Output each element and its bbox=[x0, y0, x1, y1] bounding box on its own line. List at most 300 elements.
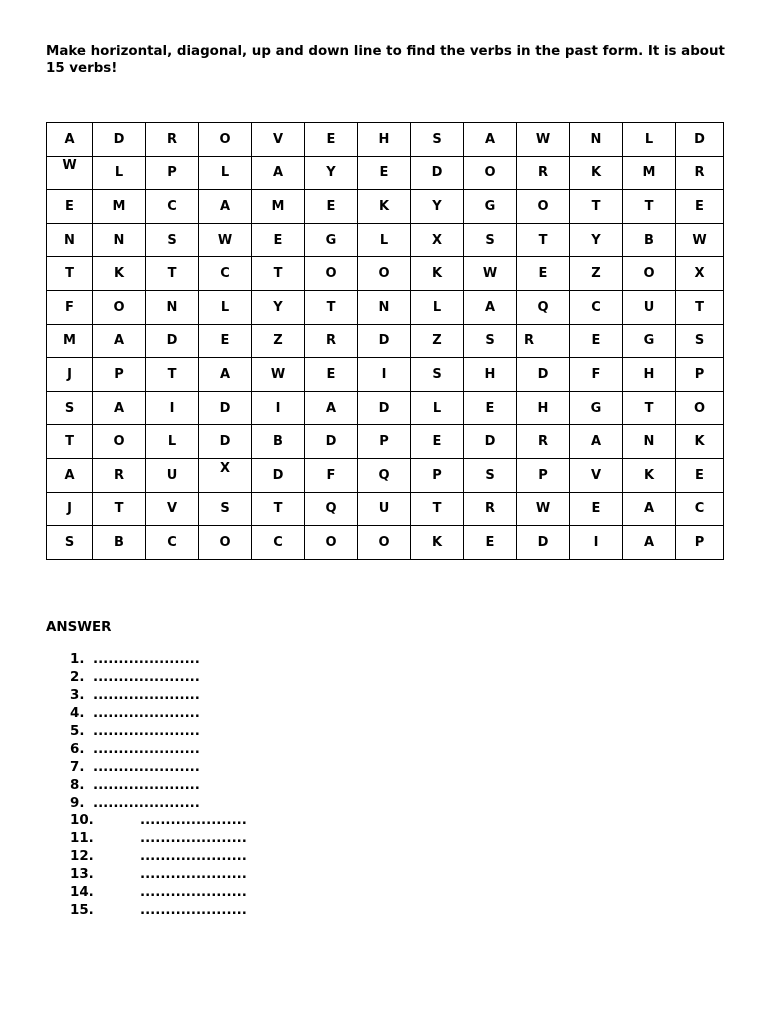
grid-letter: A bbox=[219, 366, 231, 382]
grid-cell bbox=[517, 223, 570, 257]
grid-letter: D bbox=[378, 333, 390, 349]
grid-cell bbox=[199, 425, 252, 459]
grid-letter: L bbox=[114, 165, 124, 181]
grid-row bbox=[47, 492, 724, 526]
grid-letter: E bbox=[326, 131, 336, 147]
grid-cell bbox=[464, 123, 517, 157]
answer-blank[interactable]: ..................... bbox=[93, 669, 200, 685]
grid-cell bbox=[411, 156, 464, 190]
grid-letter: W bbox=[270, 366, 286, 382]
grid-letter: O bbox=[325, 534, 337, 550]
grid-cell bbox=[517, 391, 570, 425]
grid-cell bbox=[252, 458, 305, 492]
grid-cell bbox=[305, 324, 358, 358]
grid-letter: U bbox=[166, 467, 178, 483]
grid-letter: E bbox=[220, 333, 230, 349]
grid-letter: S bbox=[694, 333, 705, 349]
grid-letter: K bbox=[431, 266, 443, 282]
grid-letter: E bbox=[432, 434, 442, 450]
grid-cell bbox=[93, 458, 146, 492]
grid-cell bbox=[305, 257, 358, 291]
grid-cell bbox=[411, 257, 464, 291]
grid-cell bbox=[623, 324, 676, 358]
grid-letter: O bbox=[113, 299, 125, 315]
answer-blank[interactable]: ..................... bbox=[93, 705, 200, 721]
grid-letter: R bbox=[523, 333, 534, 349]
grid-letter: H bbox=[378, 131, 390, 147]
grid-letter: C bbox=[694, 501, 705, 517]
grid-cell bbox=[517, 123, 570, 157]
answer-number: 4. bbox=[70, 705, 85, 721]
answer-number: 1. bbox=[70, 652, 85, 667]
grid-letter: J bbox=[67, 501, 72, 517]
grid-letter: L bbox=[644, 131, 654, 147]
grid-cell bbox=[146, 223, 199, 257]
grid-cell bbox=[623, 458, 676, 492]
grid-letter: P bbox=[114, 366, 124, 382]
grid-cell bbox=[146, 123, 199, 157]
grid-letter: G bbox=[643, 333, 655, 349]
grid-cell bbox=[93, 526, 146, 560]
answer-number: 9. bbox=[70, 795, 85, 811]
grid-letter: X bbox=[694, 266, 705, 282]
grid-letter: T bbox=[695, 299, 704, 315]
grid-letter: A bbox=[219, 198, 231, 214]
grid-cell bbox=[570, 123, 623, 157]
grid-cell bbox=[464, 257, 517, 291]
grid-cell bbox=[47, 123, 93, 157]
grid-cell bbox=[252, 290, 305, 324]
grid-cell bbox=[146, 458, 199, 492]
grid-cell bbox=[676, 156, 724, 190]
grid-cell bbox=[146, 156, 199, 190]
grid-cell bbox=[570, 492, 623, 526]
grid-letter: S bbox=[64, 400, 75, 416]
grid-letter: N bbox=[166, 299, 178, 315]
grid-cell bbox=[199, 526, 252, 560]
grid-cell bbox=[411, 425, 464, 459]
grid-cell bbox=[676, 257, 724, 291]
grid-cell bbox=[47, 223, 93, 257]
grid-letter: K bbox=[378, 198, 390, 214]
grid-cell bbox=[199, 290, 252, 324]
grid-letter: A bbox=[643, 534, 655, 550]
grid-letter: N bbox=[113, 232, 125, 248]
answer-blank[interactable]: ..................... bbox=[140, 885, 247, 901]
grid-cell bbox=[199, 391, 252, 425]
grid-cell bbox=[411, 492, 464, 526]
grid-letter: A bbox=[484, 131, 496, 147]
grid-letter: E bbox=[591, 501, 601, 517]
answer-line bbox=[70, 723, 247, 741]
grid-cell bbox=[517, 190, 570, 224]
answer-list bbox=[70, 651, 247, 920]
answer-line bbox=[70, 687, 247, 705]
grid-letter: Z bbox=[591, 266, 601, 282]
answer-line bbox=[70, 812, 247, 830]
grid-cell bbox=[358, 223, 411, 257]
grid-letter: A bbox=[113, 333, 125, 349]
grid-letter: S bbox=[432, 366, 442, 382]
grid-letter: E bbox=[379, 165, 389, 181]
grid-letter: T bbox=[432, 501, 442, 517]
grid-cell bbox=[623, 257, 676, 291]
grid-letter: T bbox=[591, 198, 601, 214]
grid-letter: D bbox=[378, 400, 390, 416]
grid-cell bbox=[199, 190, 252, 224]
grid-row bbox=[47, 156, 724, 190]
grid-letter: Q bbox=[537, 299, 549, 315]
grid-cell bbox=[676, 324, 724, 358]
grid-letter: G bbox=[484, 198, 496, 214]
grid-cell bbox=[252, 156, 305, 190]
grid-cell bbox=[146, 526, 199, 560]
grid-cell bbox=[464, 425, 517, 459]
grid-letter: J bbox=[67, 366, 72, 382]
grid-letter: M bbox=[642, 165, 656, 181]
grid-letter: S bbox=[220, 501, 230, 517]
grid-letter: A bbox=[64, 131, 75, 147]
answer-number: 14. bbox=[70, 885, 94, 901]
grid-cell bbox=[676, 458, 724, 492]
grid-letter: D bbox=[219, 434, 231, 450]
grid-letter: H bbox=[484, 366, 496, 382]
grid-letter: P bbox=[694, 534, 705, 550]
grid-letter: D bbox=[219, 400, 231, 416]
grid-letter: I bbox=[275, 400, 281, 416]
instruction-text: Make horizontal, diagonal, up and down line to find the verbs in the past form. It is about 15 verbs! bbox=[46, 44, 725, 76]
answer-line bbox=[70, 884, 247, 902]
grid-cell bbox=[358, 190, 411, 224]
grid-letter: I bbox=[593, 534, 599, 550]
grid-letter: Y bbox=[273, 299, 283, 315]
grid-letter: A bbox=[590, 434, 602, 450]
grid-cell bbox=[517, 324, 570, 358]
grid-cell bbox=[623, 123, 676, 157]
grid-cell bbox=[305, 492, 358, 526]
grid-cell bbox=[464, 223, 517, 257]
grid-cell bbox=[93, 358, 146, 392]
answer-blank[interactable]: ..................... bbox=[93, 777, 200, 793]
answer-blank[interactable]: ..................... bbox=[93, 741, 200, 757]
answer-line bbox=[70, 830, 247, 848]
grid-cell bbox=[570, 257, 623, 291]
answer-blank[interactable]: ..................... bbox=[93, 687, 200, 703]
grid-letter: U bbox=[378, 501, 390, 517]
grid-letter: E bbox=[65, 198, 74, 214]
grid-letter: G bbox=[325, 232, 337, 248]
grid-letter: T bbox=[644, 198, 654, 214]
grid-letter: N bbox=[643, 434, 655, 450]
answer-blank[interactable]: ..................... bbox=[140, 849, 247, 865]
grid-cell bbox=[358, 290, 411, 324]
grid-cell bbox=[570, 190, 623, 224]
grid-letter: O bbox=[537, 198, 549, 214]
grid-cell bbox=[199, 156, 252, 190]
word-search-grid bbox=[46, 122, 724, 560]
grid-letter: S bbox=[64, 534, 75, 550]
grid-row bbox=[47, 358, 724, 392]
grid-letter: Z bbox=[273, 333, 283, 349]
grid-letter: T bbox=[65, 434, 74, 450]
grid-letter: R bbox=[484, 501, 495, 517]
grid-letter: E bbox=[326, 366, 336, 382]
grid-cell bbox=[93, 391, 146, 425]
grid-cell bbox=[146, 358, 199, 392]
grid-cell bbox=[146, 290, 199, 324]
grid-letter: B bbox=[273, 434, 283, 450]
grid-cell bbox=[676, 223, 724, 257]
grid-cell bbox=[464, 458, 517, 492]
grid-cell bbox=[47, 526, 93, 560]
grid-letter: S bbox=[485, 467, 495, 483]
grid-cell bbox=[676, 492, 724, 526]
grid-letter: V bbox=[166, 501, 178, 517]
grid-cell bbox=[464, 526, 517, 560]
grid-cell bbox=[411, 391, 464, 425]
grid-letter: U bbox=[643, 299, 655, 315]
answer-number: 6. bbox=[70, 741, 85, 757]
grid-cell bbox=[199, 123, 252, 157]
grid-cell bbox=[252, 324, 305, 358]
grid-cell bbox=[676, 358, 724, 392]
answer-line bbox=[70, 777, 247, 795]
grid-cell bbox=[305, 391, 358, 425]
grid-letter: A bbox=[643, 501, 655, 517]
grid-cell bbox=[358, 458, 411, 492]
grid-cell bbox=[623, 425, 676, 459]
answer-blank[interactable]: ..................... bbox=[93, 723, 200, 739]
grid-cell bbox=[93, 156, 146, 190]
grid-letter: E bbox=[695, 198, 704, 214]
grid-cell bbox=[358, 324, 411, 358]
grid-cell bbox=[676, 425, 724, 459]
grid-letter: A bbox=[272, 165, 284, 181]
answer-blank[interactable]: ..................... bbox=[140, 813, 247, 829]
grid-cell bbox=[676, 290, 724, 324]
grid-cell bbox=[517, 425, 570, 459]
grid-letter: O bbox=[113, 434, 125, 450]
grid-letter: T bbox=[167, 266, 177, 282]
grid-cell bbox=[464, 290, 517, 324]
grid-letter: T bbox=[167, 366, 177, 382]
grid-letter: S bbox=[485, 232, 495, 248]
grid-cell bbox=[676, 526, 724, 560]
grid-cell bbox=[570, 156, 623, 190]
grid-letter: A bbox=[325, 400, 337, 416]
answer-line bbox=[70, 795, 247, 813]
answer-line bbox=[70, 651, 247, 669]
grid-row bbox=[47, 190, 724, 224]
grid-cell bbox=[199, 458, 252, 492]
grid-letter: P bbox=[694, 366, 705, 382]
grid-letter: R bbox=[166, 131, 177, 147]
grid-letter: L bbox=[220, 299, 230, 315]
grid-letter: S bbox=[485, 333, 495, 349]
grid-cell bbox=[411, 123, 464, 157]
grid-cell bbox=[146, 492, 199, 526]
grid-letter: M bbox=[63, 333, 76, 349]
grid-cell bbox=[517, 358, 570, 392]
answer-heading: ANSWER bbox=[46, 620, 112, 635]
grid-cell bbox=[93, 492, 146, 526]
grid-letter: S bbox=[167, 232, 177, 248]
grid-cell bbox=[464, 492, 517, 526]
answer-line bbox=[70, 741, 247, 759]
grid-letter: P bbox=[167, 165, 177, 181]
answer-number: 3. bbox=[70, 687, 85, 703]
grid-cell bbox=[305, 156, 358, 190]
grid-letter: O bbox=[325, 266, 337, 282]
grid-letter: D bbox=[113, 131, 125, 147]
grid-cell bbox=[47, 425, 93, 459]
grid-cell bbox=[676, 123, 724, 157]
answer-number: 8. bbox=[70, 777, 85, 793]
grid-letter: O bbox=[219, 131, 231, 147]
grid-cell bbox=[570, 324, 623, 358]
grid-row bbox=[47, 223, 724, 257]
grid-cell bbox=[199, 324, 252, 358]
grid-cell bbox=[464, 190, 517, 224]
grid-cell bbox=[358, 492, 411, 526]
grid-letter: E bbox=[485, 400, 495, 416]
answer-line bbox=[70, 705, 247, 723]
answer-line bbox=[70, 902, 247, 920]
answer-blank[interactable]: ..................... bbox=[93, 652, 200, 667]
grid-cell bbox=[199, 492, 252, 526]
grid-cell bbox=[47, 492, 93, 526]
answer-number: 2. bbox=[70, 669, 85, 685]
grid-cell bbox=[411, 358, 464, 392]
grid-letter: E bbox=[485, 534, 495, 550]
grid-cell bbox=[358, 358, 411, 392]
grid-letter: K bbox=[113, 266, 125, 282]
grid-cell bbox=[676, 391, 724, 425]
grid-letter: F bbox=[326, 467, 336, 483]
grid-letter: Y bbox=[591, 232, 601, 248]
grid-letter: D bbox=[537, 366, 549, 382]
grid-cell bbox=[93, 425, 146, 459]
answer-number: 15. bbox=[70, 903, 94, 919]
grid-cell bbox=[623, 223, 676, 257]
grid-letter: G bbox=[590, 400, 602, 416]
grid-cell bbox=[305, 190, 358, 224]
grid-cell bbox=[411, 190, 464, 224]
grid-letter: T bbox=[326, 299, 336, 315]
grid-cell bbox=[464, 358, 517, 392]
grid-letter: R bbox=[325, 333, 336, 349]
grid-cell bbox=[47, 290, 93, 324]
grid-letter: T bbox=[273, 266, 283, 282]
grid-letter: B bbox=[644, 232, 654, 248]
grid-letter: N bbox=[64, 232, 75, 248]
grid-cell bbox=[358, 391, 411, 425]
grid-letter: D bbox=[272, 467, 284, 483]
grid-letter: L bbox=[432, 400, 442, 416]
grid-letter: D bbox=[537, 534, 549, 550]
grid-letter: W bbox=[217, 232, 233, 248]
grid-cell bbox=[305, 458, 358, 492]
grid-letter: D bbox=[694, 131, 705, 147]
grid-letter: T bbox=[65, 266, 74, 282]
grid-letter: R bbox=[537, 165, 548, 181]
grid-row bbox=[47, 526, 724, 560]
grid-cell bbox=[517, 156, 570, 190]
grid-cell bbox=[93, 324, 146, 358]
answer-blank[interactable]: ..................... bbox=[140, 831, 247, 847]
answer-number: 5. bbox=[70, 723, 85, 739]
grid-row bbox=[47, 257, 724, 291]
grid-cell bbox=[47, 190, 93, 224]
grid-cell bbox=[517, 290, 570, 324]
grid-cell bbox=[570, 391, 623, 425]
grid-letter: T bbox=[114, 501, 124, 517]
grid-letter: C bbox=[220, 266, 230, 282]
grid-cell bbox=[623, 358, 676, 392]
grid-row bbox=[47, 458, 724, 492]
grid-cell bbox=[47, 358, 93, 392]
grid-letter: M bbox=[112, 198, 126, 214]
grid-letter: W bbox=[535, 501, 551, 517]
grid-letter: N bbox=[590, 131, 602, 147]
grid-cell bbox=[570, 425, 623, 459]
grid-letter: O bbox=[643, 266, 655, 282]
grid-letter: I bbox=[381, 366, 387, 382]
grid-cell bbox=[517, 526, 570, 560]
grid-letter: Q bbox=[325, 501, 337, 517]
grid-letter: W bbox=[482, 266, 498, 282]
grid-cell bbox=[252, 391, 305, 425]
grid-letter: O bbox=[219, 534, 231, 550]
grid-cell bbox=[358, 425, 411, 459]
answer-blank[interactable]: ..................... bbox=[140, 867, 247, 883]
grid-letter: L bbox=[220, 165, 230, 181]
grid-cell bbox=[358, 257, 411, 291]
grid-letter: B bbox=[114, 534, 124, 550]
grid-cell bbox=[93, 223, 146, 257]
grid-cell bbox=[199, 358, 252, 392]
answer-number: 12. bbox=[70, 849, 94, 865]
grid-cell bbox=[252, 492, 305, 526]
grid-row bbox=[47, 123, 724, 157]
grid-cell bbox=[411, 290, 464, 324]
grid-letter: O bbox=[484, 165, 496, 181]
grid-letter: I bbox=[169, 400, 175, 416]
answer-blank[interactable]: ..................... bbox=[93, 759, 200, 775]
grid-cell bbox=[252, 190, 305, 224]
answer-blank[interactable]: ..................... bbox=[140, 903, 247, 919]
grid-cell bbox=[146, 190, 199, 224]
grid-cell bbox=[93, 123, 146, 157]
grid-letter: K bbox=[643, 467, 655, 483]
answer-blank[interactable]: ..................... bbox=[93, 795, 200, 811]
grid-cell bbox=[252, 425, 305, 459]
grid-cell bbox=[464, 391, 517, 425]
grid-cell bbox=[146, 324, 199, 358]
grid-letter: P bbox=[379, 434, 389, 450]
grid-letter: W bbox=[62, 158, 77, 174]
grid-letter: N bbox=[378, 299, 390, 315]
grid-letter: L bbox=[167, 434, 177, 450]
grid-letter: Y bbox=[326, 165, 336, 181]
grid-letter: T bbox=[538, 232, 548, 248]
grid-cell bbox=[464, 324, 517, 358]
grid-letter: Q bbox=[378, 467, 390, 483]
grid-letter: M bbox=[271, 198, 285, 214]
grid-cell bbox=[305, 425, 358, 459]
grid-letter: E bbox=[273, 232, 283, 248]
grid-letter: H bbox=[643, 366, 655, 382]
